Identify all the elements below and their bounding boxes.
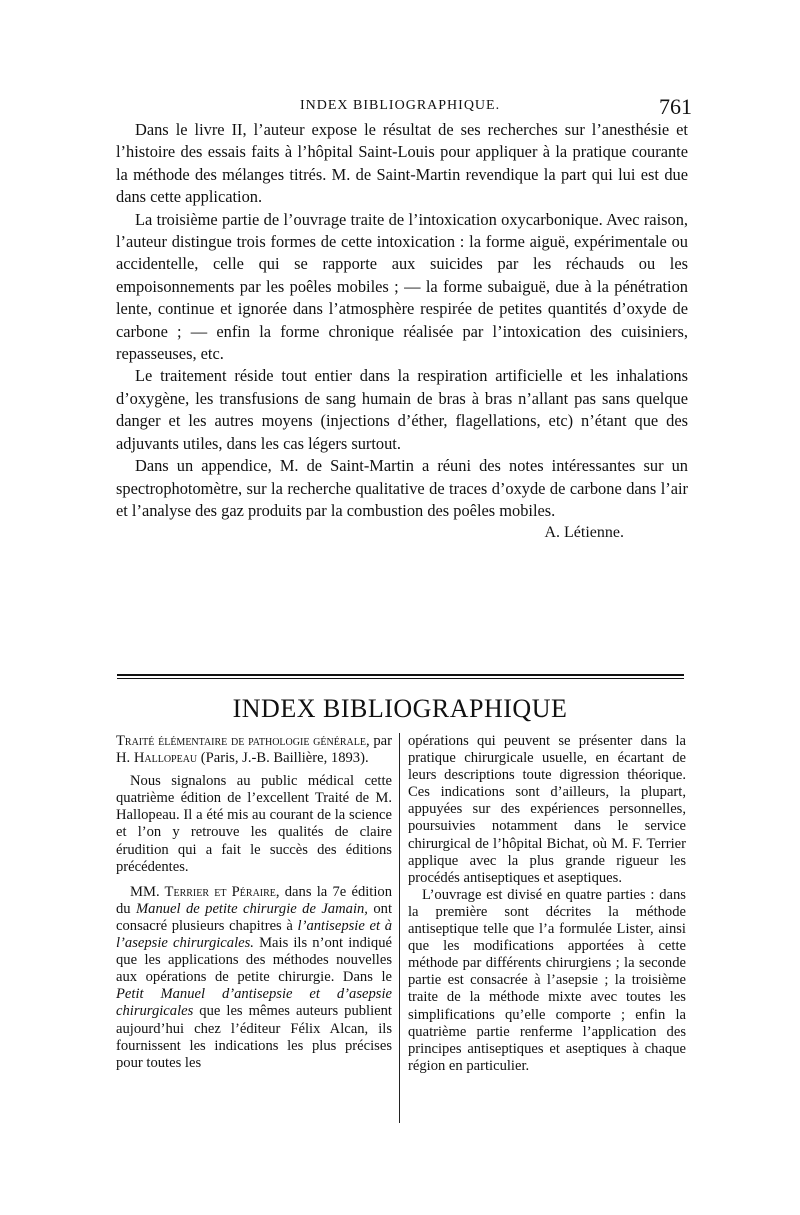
entry-heading xyxy=(116,733,392,767)
article-paragraph: Dans le livre II, l’auteur expose le résultat de ses recherches sur l’anesthésie et l’histoire des essais faits à l’hôpital Saint-Louis pour appliquer à la pratique courante la méthode des mélanges titrés. M. de Saint-Martin revendique la part qui lui est due dans cette application. xyxy=(116,120,688,207)
section-divider-thick xyxy=(117,674,684,676)
section-divider-thin xyxy=(117,678,684,679)
entry-review: Nous signalons au public médical cette quatrième édition de l’excellent Traité de M. Hallopeau. Il a été mis au courant de la science et l’on y retrouve les qualités de claire érudition qui a fait le succès des éditions précédentes. xyxy=(116,773,392,875)
entry-book-title: Petit Manuel d’antisepsie et d’asepsie chirurgicales xyxy=(116,986,392,1020)
section-title: INDEX BIBLIOGRAPHIQUE xyxy=(232,694,568,723)
author-signature: A. Létienne. xyxy=(544,524,624,542)
running-title: INDEX BIBLIOGRAPHIQUE. xyxy=(300,98,501,113)
article-paragraph: Le traitement réside tout entier dans la respiration artificielle et les inhalations d’oxygène, les transfusions de sang humain de bras à bras n’allant pas sans quelque danger et les autres moyens (injections d’éther, flagellations, etc) n’étant que des adjuvants utiles, dans les cas légers surtout. xyxy=(116,366,688,453)
entry-text: que les mêmes auteurs publient aujourd’hui chez l’éditeur Félix Alcan, ils fournissent les indications les plus précises pour toutes les xyxy=(116,1003,392,1071)
entry-author: H. Hallopeau xyxy=(116,750,198,767)
entry-text: ont consacré plusieurs chapitres à xyxy=(116,900,393,934)
entry-review-continued: opérations qui peuvent se présenter dans la pratique chirurgicale usuelle, en écartant de leurs descriptions toute digression théorique. Ces indications sont d’ailleurs, la plupart, appuyées sur des expériences personnelles, poursuivies notamment dans le service chirurgical de l’hôpital Bichat, où M. F. Terrier applique avec la plus grande rigueur les procédés antiseptiques et aseptiques. xyxy=(408,733,686,886)
left-column xyxy=(116,733,392,1072)
entry-publisher: (Paris, J.-B. Baillière, 1893). xyxy=(197,750,369,767)
entry-manual-title: Manuel de petite chirurgie de Jamain, xyxy=(136,900,368,917)
column-divider xyxy=(399,733,400,1123)
article-paragraph: La troisième partie de l’ouvrage traite de l’intoxication oxycarbonique. Avec raison, l’auteur distingue trois formes de cette intoxication : la forme aiguë, expérimentale ou accidentelle, celle qui se rapporte aux suicides par les réchauds ou les empoisonnements par les poêles mobiles ; — la forme subaiguë, due à la pénétration lente, continue et ignorée dans l’atmosphère respirée de petites quantités d’oxyde de carbone ; — enfin la forme chronique réalisée par l’intoxication des cuisiniers, repasseuses, etc. xyxy=(116,209,688,364)
entry-by: par xyxy=(369,733,392,749)
entry-authors: MM. Terrier et Péraire, xyxy=(130,883,280,900)
article-paragraph-text: Dans un appendice, M. de Saint-Martin a réuni des notes intéressantes sur un spectrophotomètre, sur la recherche qualitative de traces d’oxyde de carbone dans l’air et l’analyse des gaz produits par la combustion des poêles mobiles. xyxy=(116,456,688,520)
article-body xyxy=(116,119,688,545)
entry-text: Mais ils n’ont indiqué que les applications des méthodes nouvelles aux opérations de petite chirurgie. Dans le xyxy=(116,935,392,986)
entry-chapters-title: l’antisepsie et à l’asepsie chirurgicales. xyxy=(116,917,392,952)
entry-review xyxy=(116,884,392,1072)
entry-book-title: Traité élémentaire de pathologie générale, xyxy=(116,733,370,749)
entry-review: L’ouvrage est divisé en quatre parties : dans la première sont décrites la méthode antiseptique telle que l’a formulée Lister, ainsi que les modifications apportées à cette méthode par différents chirurgiens ; la seconde partie est consacrée à l’asepsie ; la troisième traite de la méthode mixte avec toutes les simplifications qu’elle comporte ; enfin la quatrième partie renferme l’application des principes antiseptiques et aseptiques à chaque région en particulier. xyxy=(408,886,686,1074)
right-column xyxy=(408,733,686,1075)
article-paragraph xyxy=(116,455,688,542)
entry-text: dans la 7e édition du xyxy=(116,883,392,917)
page-number: 761 xyxy=(659,94,692,119)
